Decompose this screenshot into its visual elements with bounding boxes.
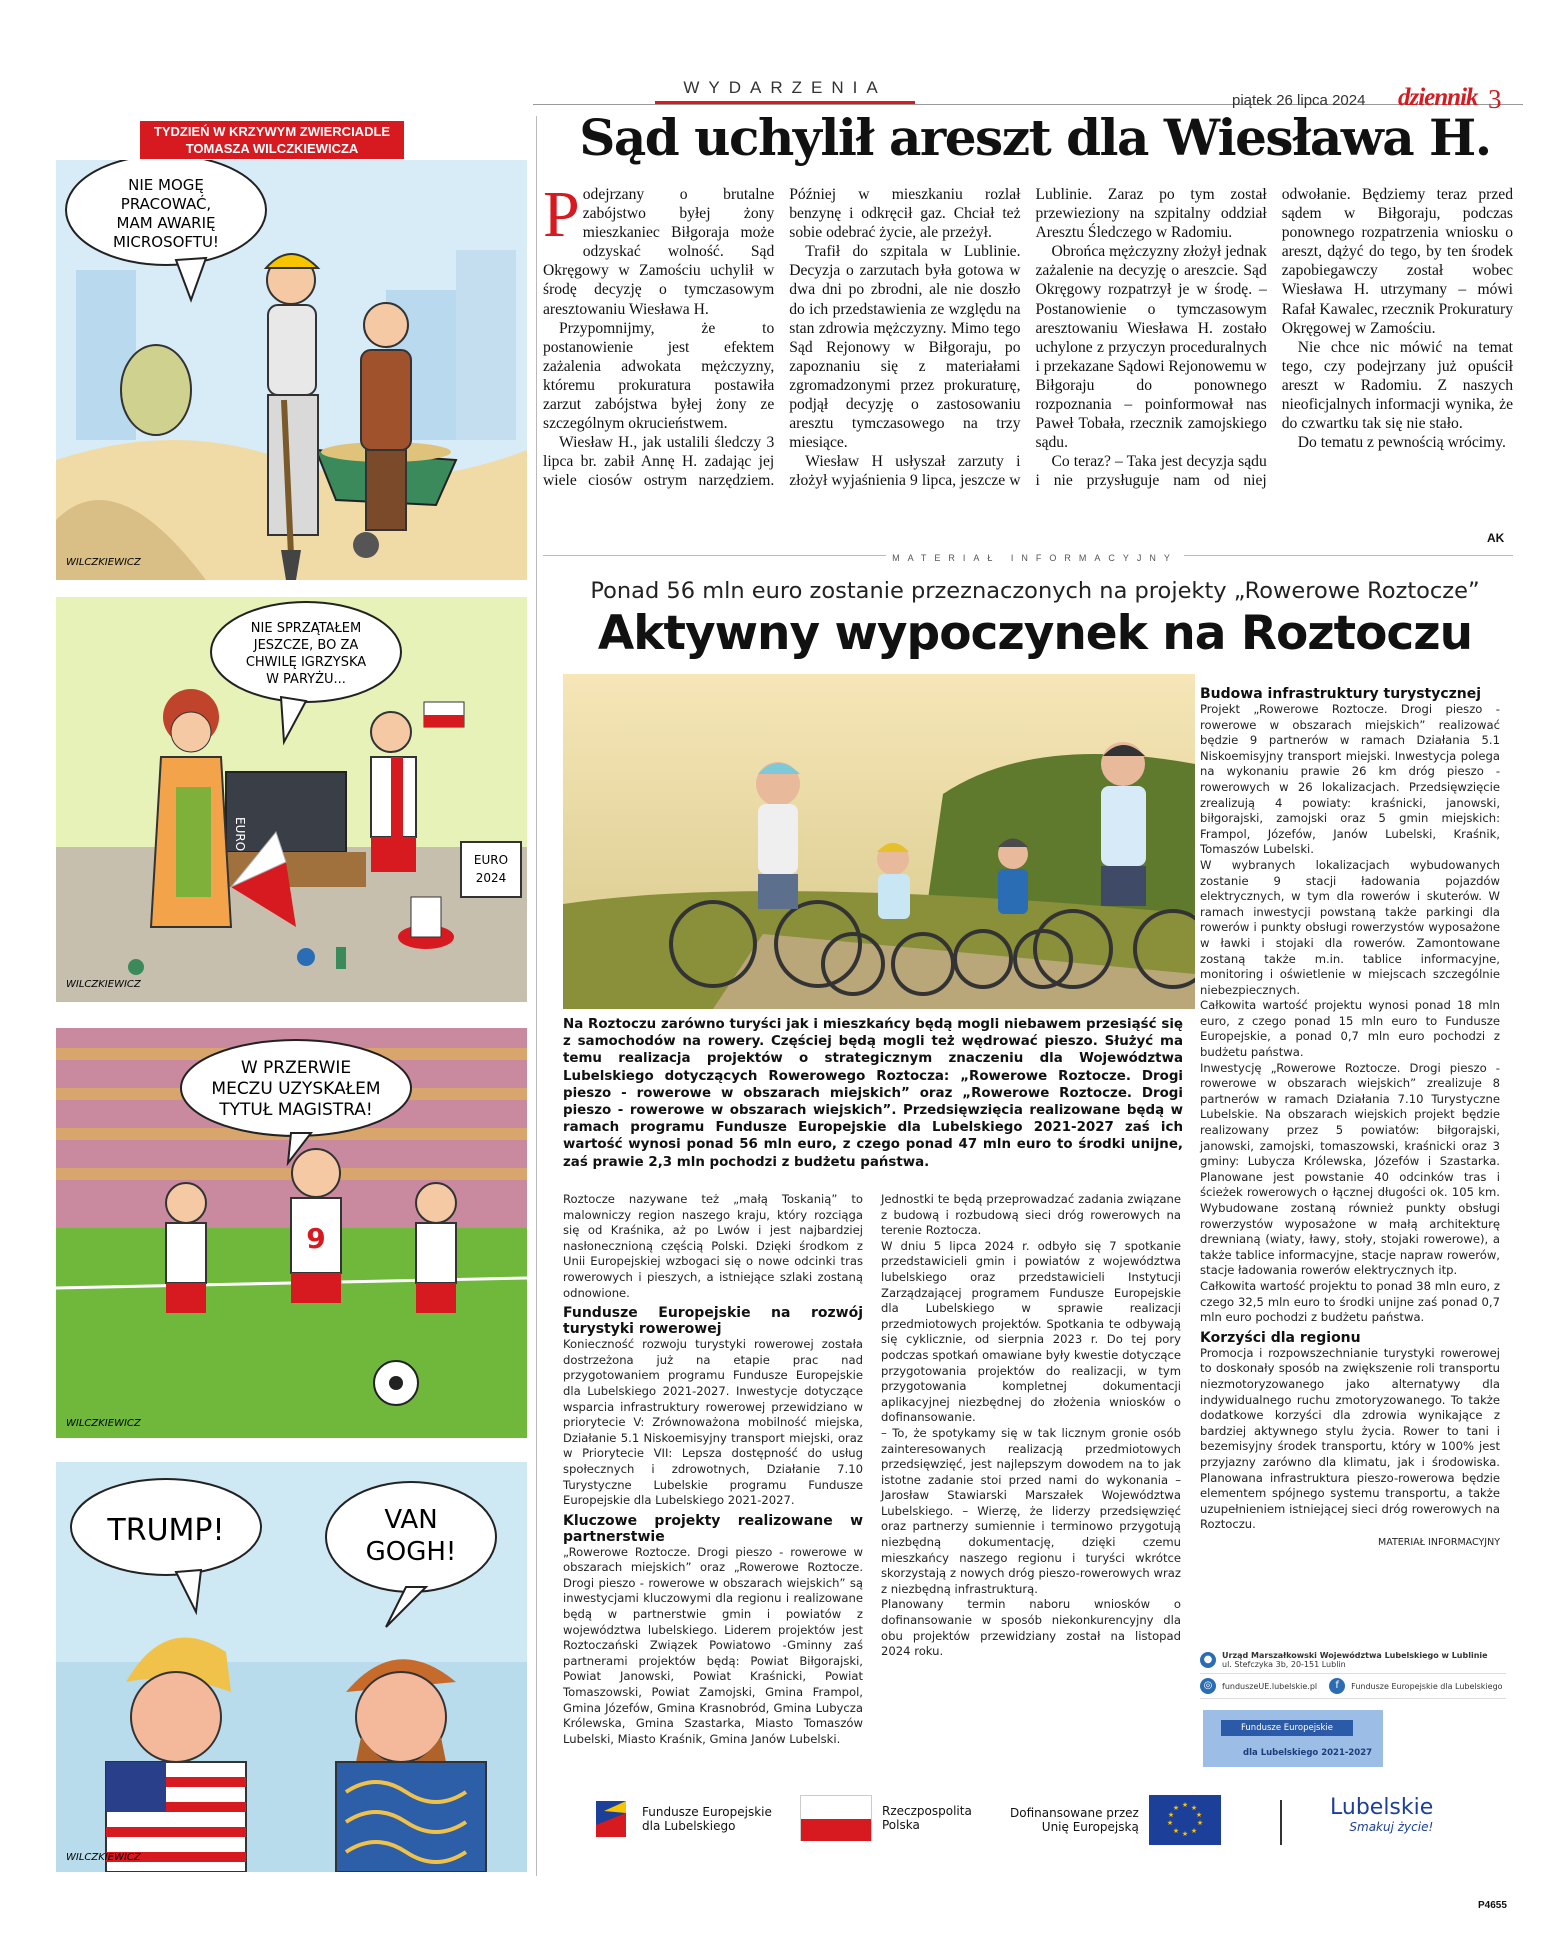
- article-paragraph: Obrońca mężczyzny złożył jednak zażalenie na decyzję o areszcie. Sąd Okręgowy rozpatrzył je w środę. – Postanowienie o tymczasowym aresztowaniu Wiesława H. zostało uchylone z przyczyn proceduralnych i przekazane Sądowi Rejonowemu w Biłgoraju do ponownego rozpoznania – poinformował nas Paweł Tobała, rzecznik zamojskiego sądu.: [1035, 243, 1267, 452]
- bubble-van-gogh: VAN: [384, 1505, 438, 1535]
- office-row: [1200, 1647, 1506, 1674]
- article-paragraph: Wiesław H usłyszał zarzuty i złożył wyjaśnienia 9 lipca, jeszcze w Lublinie. Zaraz po tym został przewieziony na szpitalny oddział Aresztu Śledczego w Radomiu.: [789, 186, 1267, 490]
- facebook-icon: f: [1329, 1678, 1345, 1694]
- ad-subheading: Kluczowe projekty realizowane w partnerstwie: [563, 1512, 863, 1545]
- cartoon-football: [56, 1028, 527, 1438]
- ad-subheading: Korzyści dla regionu: [1200, 1329, 1361, 1346]
- issue-date: piątek 26 lipca 2024: [1232, 92, 1366, 109]
- bubble-line: PRACOWAĆ,: [120, 195, 212, 213]
- bubble-line: MICROSOFTU!: [113, 233, 219, 251]
- drop-cap: P: [543, 178, 580, 251]
- ad-paragraph: Promocja i rozpowszechnianie turystyki rowerowej to doskonały sposób na zwiększenie roli transportu niezmotoryzowanego jako alternatywy dla indywidualnego ruchu zmotoryzowanego. To także dodatkowe korzyści dla zdrowia wynikające z bardziej aktywnego stylu życia. Rower to tani i bezemisyjny środek transportu, który w 100% jest przyjazny zarówno dla klimatu, jak i środowiska. Planowana infrastruktura pieszo-rowerowa będzie elementem spójnego systemu transportu, a także uzupełnieniem istniejącej sieci dróg rowerowych na Roztoczu.: [1200, 1345, 1500, 1532]
- bubble-trump: TRUMP!: [107, 1513, 225, 1548]
- bubble-line: W PRZERWIE: [240, 1058, 352, 1078]
- bubble-van-gogh: GOGH!: [365, 1537, 457, 1567]
- website-link[interactable]: funduszeUE.lubelskie.pl: [1222, 1681, 1318, 1691]
- ad-column-2: [881, 1192, 1181, 1660]
- svg-text:★: ★: [1172, 1827, 1179, 1835]
- article-paragraph: Do tematu z pewnością wrócimy.: [1297, 434, 1506, 452]
- article-paragraph: Trafił do szpitala w Lublinie. Decyzja o zarzutach była gotowa w dwa dni po zbrodni, ale nie doszło do ich przedstawienia ze względu na stan zdrowia mężczyzny. Mimo tego Sąd Rejonowy w Biłgoraju, po zapoznaniu się z materiałami zgromadzonymi przez prokuraturę, podjął decyzję o zastosowaniu aresztu tymczasowego na trzy miesiące.: [789, 243, 1021, 452]
- bubble-line: JESZCZE, BO ZA: [253, 638, 359, 653]
- article-paragraph: Nie chce nic mówić na temat tego, czy podejrzany już opuścił areszt w Radomiu. Z naszych nieoficjalnych informacji wynika, że do czwartku tak się nie stało.: [1281, 338, 1513, 433]
- bubble-line: NIE SPRZĄTAŁEM: [250, 621, 362, 636]
- ad-column-1: [563, 1192, 863, 1747]
- eu-flag-icon: [1149, 1795, 1221, 1845]
- bubble-line: CHWILĘ IGRZYSKA: [245, 655, 367, 670]
- ad-paragraph: Inwestycję „Rowerowe Roztocze. Drogi pieszo - rowerowe w obszarach wiejskich” zrealizuje 8 partnerów w ramach Działania 7.10 Turystyczne Lubelskie. Na obszarach wiejskich projekt będzie realizowany przez 5 powiatów: biłgorajski, janowski, zamojski, tomaszowski, kraśnicki oraz 3 gminy: Lubycza Królewska, Józefów i Szastarka. Planowane jest powstanie 40 odcinków tras i ścieżek rowerowych o łącznej długości ok. 105 km. Wybudowane zostaną również punkty obsługi rowerzystów wyposażone w małą architekturę drewnianą (wiaty, ławy, stoły, stojaki rowerowe), a także tablice informacyjne, stacje napraw rowerów, stacje ładowania rowerów elektrycznych itp.: [1200, 1060, 1500, 1278]
- ad-paragraph: „Rowerowe Roztocze. Drogi pieszo - rowerowe w obszarach miejskich” oraz „Rowerowe Roztocze. Drogi pieszo - rowerowe w obszarach wiejskich” są inwestycjami kluczowymi dla regionu i realizowane będą w partnerstwie gmin i powiatów z województwa lubelskiego. Liderem projektów jest Roztoczański Związek Powiatowo -Gminny zaś partnerami projektów będą: Powiat Biłgorajski, Powiat Janowski, Powiat Kraśnicki, Powiat Tomaszowski, Powiat Zamojski, Gmina Frampol, Gmina Józefów, Gmina Krasnobród, Gmina Lubycza Królewska, Gmina Szastarka, Miasto Tomaszów Lubelski, Miasto Kraśnik, Gmina Janów Lubelski.: [563, 1544, 863, 1746]
- material-sign: MATERIAŁ INFORMACYJNY: [1378, 1536, 1500, 1548]
- ad-paragraph: W wybranych lokalizacjach wybudowanych zostanie 9 stacji ładowania pojazdów elektrycznych, w tym dla rowerów i skuterów. W ramach inwestycji powstaną także parkingi dla rowerów i punkty obsługi rowerzystów wyposażone w ławki i stojaki dla rowerów. Zamontowane zostaną także m.in. tablice informacyjne, monitoring i oświetlenie w miejscach szczególnie niebezpiecznych.: [1200, 857, 1500, 997]
- location-pin-icon: ●: [1200, 1652, 1216, 1668]
- web-row: [1200, 1674, 1506, 1699]
- brand-logo: dziennik: [1398, 84, 1478, 111]
- svg-text:★: ★: [1196, 1819, 1203, 1827]
- ad-paragraph: Całkowita wartość projektu to ponad 38 mln euro, z czego 32,5 mln euro to środki unijne zaś ponad 0,7 mln euro pochodzi z budżetu państwa.: [1200, 1278, 1500, 1325]
- article-paragraph: Podejrzany o brutalne zabójstwo byłej żony mieszkaniec Biłgoraja może odzyskać wolność. Sąd Okręgowy w Zamościu uchylił w środę decyzję o tymczasowym aresztowaniu Wiesława H.: [543, 178, 775, 318]
- polish-flag-icon: [800, 1795, 872, 1841]
- header-rule: [533, 104, 1523, 105]
- contact-box: [1200, 1647, 1506, 1699]
- badge-line: dla Lubelskiego 2021-2027: [1243, 1748, 1373, 1758]
- logo-bar: [590, 1795, 1490, 1855]
- article-paragraph: Wiesław H., jak ustalili śledczy 3 lipca br. zabił Annę H. zadając jej wiele ciosów ostrym narzędziem. Później w mieszkaniu rozlał benzynę i odkręcił gaz. Chciał też sobie odebrać życie, ale przeżył.: [543, 186, 1021, 490]
- office-name: Urząd Marszałkowski Województwa Lubelskiego w Lublinie: [1222, 1651, 1488, 1660]
- ad-paragraph: W dniu 5 lipca 2024 r. odbyło się 7 spotkanie przedstawicieli gmin i powiatów z województwa lubelskiego oraz przedstawicieli Instytucji Zarządzającej programem Fundusze Europejskie dla Lubelskiego w sprawie realizacji przedmiotowych projektów. Spotkania te odbywają się cyklicznie, od sierpnia 2023 r. Do tej pory podczas spotkań omawiane były kwestie dotyczące przygotowania projektów do realizacji, w tym przygotowania kompletnej dokumentacji aplikacyjnej niezbędnej do złożenia wniosków o dofinansowanie.: [881, 1238, 1181, 1425]
- office-address: ul. Stefczyka 3b, 20-151 Lublin: [1222, 1660, 1346, 1669]
- ad-subheading: Budowa infrastruktury turystycznej: [1200, 686, 1482, 702]
- bubble-line: TYTUŁ MAGISTRA!: [219, 1100, 373, 1120]
- globe-icon: ◎: [1200, 1678, 1216, 1694]
- ad-paragraph: Projekt „Rowerowe Roztocze. Drogi pieszo - rowerowe w obszarach miejskich” realizować będzie 9 partnerów w ramach Działania 5.1 Niskoemisyjny transport miejski. Inwestycja polega na wykonaniu prawie 26 km dróg pieszo - rowerowych w 26 lokalizacjach. Przedsięwzięcie zrealizują 4 powiaty: kraśnicki, janowski, biłgorajski, zamojski oraz 5 gmin miejskich: Frampol, Józefów, Janów Lubelski, Kraśnik, Tomaszów Lubelski.: [1200, 702, 1500, 857]
- article-byline: AK: [1487, 531, 1505, 545]
- cartoon-euro: [56, 597, 527, 1002]
- eu-logo: Dofinansowane przez Unię Europejską ★ ★ ★ ★ ★ ★ ★ ★ ★ ★: [1010, 1795, 1221, 1845]
- article-paragraph: Co teraz? – Taka jest decyzja sądu i nie przysługuje nam od niej odwołanie. Będziemy teraz przed sądem w Biłgoraju, podczas ponownego rozpatrzenia wniosku o areszt, dążyć do tego, by ten środek zapobiegawczy został wobec Wiesława H. utrzymany – mówi Rafał Kawalec, rzecznik Prokuratury Okręgowej w Zamościu.: [1035, 186, 1513, 490]
- ad-subheading: Fundusze Europejskie na rozwój turystyki rowerowej: [563, 1305, 863, 1338]
- ad-paragraph: Planowany termin naboru wniosków o dofinansowanie w sposób niekonkurencyjny dla obu projektów przewidziany został na listopad 2024 roku.: [881, 1597, 1181, 1659]
- cartoon-signature: WILCZKIEWICZ: [66, 557, 141, 568]
- svg-text:★: ★: [1167, 1811, 1174, 1819]
- svg-text:★: ★: [1190, 1827, 1197, 1835]
- ad-paragraph: Roztocze nazywane też „małą Toskanią” to malowniczy region naszego kraju, który rozciąga się od Kraśnika, aż po Lwów i jest najbardziej nasłonecznioną częścią Polski. Dzięki środkom z Unii Europejskiej wzbogaci się o nowe odcinki tras rowerowych i pieszych, a istniejące szlaki zostaną odnowione.: [563, 1192, 863, 1300]
- article-paragraph: Przypomnijmy, że to postanowienie jest efektem zażalenia adwokata mężczyzny, któremu prokuratura postawiła zarzut zabójstwa byłej żony ze szczególnym okrucieństwem.: [543, 319, 775, 433]
- fe-star-icon: [590, 1795, 632, 1843]
- ad-paragraph: Jednostki te będą przeprowadzać zadania związane z budową i rozbudową sieci dróg rowerowych na terenie Roztocza.: [881, 1192, 1181, 1238]
- svg-text:★: ★: [1190, 1804, 1197, 1812]
- ad-paragraph: – To, że spotykamy się w tak licznym gronie osób zainteresowanych realizacją przedmiotowych przedsięwzięć, jest najlepszym dowodem na to jak istotne zadanie stoi przed nami do wykonania – Jarosław Stawiarski Marszałek Województwa Lubelskiego. – Wierzę, że liderzy przedsięwzięć oraz partnerzy sumiennie i terminowo przygotują niezbędną dokumentację, dzięki czemu mieszkańcy naszego regionu i turyści wkrótce skorzystają z nowych dróg pieszo-rowerowych wraz z niezbędną infrastrukturą.: [881, 1425, 1181, 1596]
- cartoon-trump-van-gogh: [56, 1462, 527, 1872]
- ad-paragraph: Konieczność rozwoju turystyki rowerowej została dostrzeżona już na etapie prac nad przygotowaniem programu Fundusze Europejskie dla Lubelskiego 2021-2027. Inwestycje dotyczące wsparcia infrastruktury rowerowej przewidziano w priorytecie V: Zrównoważona mobilność miejska, Działanie 5.1 Niskoemisyjny transport miejski, oraz w Priorytecie VII: Lepsza dostępność do usług społecznych i zdrowotnych, Działanie 7.10 Turystyczne Lubelskie programu Fundusze Europejskie dla Lubelskiego 2021-2027.: [563, 1337, 863, 1508]
- ad-label: MATERIAŁ INFORMACYJNY: [560, 553, 1510, 563]
- ad-title: Aktywny wypoczynek na Roztoczu: [597, 606, 1473, 661]
- facebook-link[interactable]: Fundusze Europejskie dla Lubelskiego: [1351, 1681, 1503, 1691]
- svg-text:★: ★: [1181, 1830, 1188, 1838]
- ad-lead: Na Roztoczu zarówno turyści jak i mieszkańcy będą mogli niebawem przesiąść się z samochodów na rowery. Częściej będą mogli też wędrować pieszo. Służyć ma temu realizacja projektów o strategicznym znaczeniu dla Województwa Lubelskiego dotyczących Rowerowego Roztocza: „Rowerowe Roztocze. Drogi pieszo - rowerowe w obszarach miejskich” oraz „Rowerowe Roztocze. Drogi pieszo - rowerowe w obszarach wiejskich”. Przedsięwzięcia realizowane będą w ramach programu Fundusze Europejskie dla Lubelskiego 2021-2027 zaś ich wartość wynosi ponad 56 mln euro, z czego ponad 47 mln euro to środki unijne, zaś prawie 2,3 mln pochodzi z budżetu państwa.: [563, 1017, 1183, 1170]
- lubelskie-logo: Lubelskie Smakuj życie!: [1330, 1795, 1434, 1834]
- article-body: [543, 178, 1513, 545]
- cartoon-signature: WILCZKIEWICZ: [66, 1852, 141, 1863]
- article-headline: Sąd uchylił areszt dla Wiesława H.: [579, 108, 1491, 167]
- shirt-number: 9: [306, 1222, 326, 1255]
- bubble-line: NIE MOGĘ: [128, 176, 204, 194]
- column-divider: [536, 116, 537, 1876]
- ad-paragraph: Całkowita wartość projektu wynosi ponad 18 mln euro, z czego ponad 15 mln euro to Fundusze Europejskie, a ponad 0,7 mln euro pochodzi z budżetu państwa.: [1200, 998, 1500, 1060]
- bubble-line: MECZU UZYSKAŁEM: [211, 1079, 381, 1099]
- cartoon-signature: WILCZKIEWICZ: [66, 979, 141, 990]
- page-number: 3: [1488, 84, 1502, 114]
- euro-sign-line: EURO: [473, 853, 509, 867]
- logo-divider: [1280, 1800, 1282, 1845]
- bubble-line: W PARYŻU...: [266, 672, 346, 687]
- cartoon-strip-title: TYDZIEŃ W KRZYWYM ZWIERCIADLE TOMASZA WILCZKIEWICZA: [140, 121, 404, 159]
- cartoon-signature: WILCZKIEWICZ: [66, 1418, 141, 1429]
- section-label: WYDARZENIA: [683, 78, 887, 97]
- ad-code: P4655: [1478, 1900, 1507, 1911]
- svg-text:★: ★: [1195, 1811, 1202, 1819]
- family-bike-photo: [563, 674, 1195, 1009]
- ad-column-3: [1200, 682, 1500, 1550]
- fe-badge: [1203, 1710, 1383, 1767]
- badge-line: Fundusze Europejskie: [1221, 1720, 1353, 1736]
- ad-subtitle: Ponad 56 mln euro zostanie przeznaczonych na projekty „Rowerowe Roztocze”: [590, 578, 1480, 604]
- bubble-line: MAM AWARIĘ: [116, 214, 216, 232]
- svg-text:★: ★: [1166, 1819, 1173, 1827]
- tv-label: EURO: [233, 817, 247, 852]
- fe-logo: Fundusze Europejskie dla Lubelskiego: [590, 1795, 772, 1843]
- rp-logo: Rzeczpospolita Polska: [800, 1795, 972, 1841]
- cartoon-microsoft: [56, 160, 527, 580]
- svg-text:★: ★: [1181, 1801, 1188, 1809]
- euro-sign-line: 2024: [475, 871, 507, 885]
- svg-text:★: ★: [1172, 1804, 1179, 1812]
